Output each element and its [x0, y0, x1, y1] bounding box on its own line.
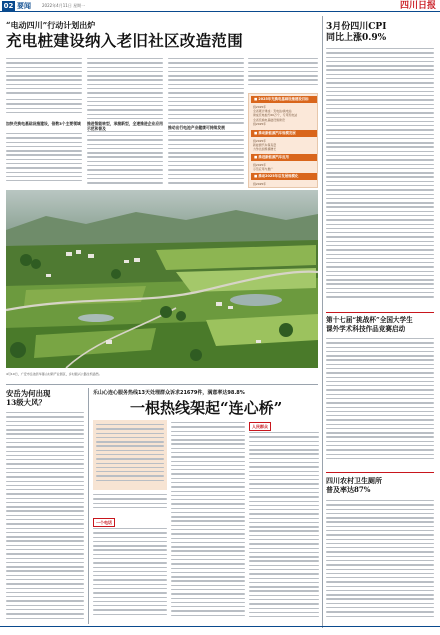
section-rule	[326, 312, 434, 313]
tag-people: 人民群众	[249, 422, 271, 431]
tag-one-call: 一个电话	[93, 518, 115, 527]
sidebar-heading-2: ■ 推动新能源汽车规模发展	[251, 130, 317, 137]
toilet-headline: 四川农村卫生厕所 普及率达87%	[326, 476, 382, 494]
column-divider	[322, 16, 323, 628]
sidebar-heading-3: ■ 推进新能源汽车应用	[251, 154, 317, 161]
anyue-headline: 安岳为何出现 13级大风？	[6, 389, 51, 408]
photo-caption: 4月10日，广安市岳池县华蓥山村新产业园区，乡村振兴公路生机盎然。	[6, 372, 102, 376]
targets-sidebar	[248, 93, 318, 188]
lead-subhead-2: 推进智能转型，承接新型，全速推进企业应用示范和普及	[87, 121, 163, 131]
page-header	[0, 0, 440, 12]
newspaper-logo: 四川日报	[399, 1, 436, 11]
lead-headline: 充电桩建设纳入老旧社区改造范围	[6, 31, 244, 50]
lead-body-col3	[168, 58, 244, 188]
cpi-headline: 3月份四川CPI 同比上涨0.9%	[326, 22, 387, 43]
hotline-body-col1	[93, 494, 167, 514]
hotline-body-col2	[171, 422, 245, 624]
village-aerial-photo	[6, 190, 318, 368]
divider	[6, 384, 318, 385]
section-name: 要闻	[17, 2, 31, 10]
lead-intro-text	[6, 58, 82, 98]
hotline-body-col3	[249, 432, 319, 624]
lead-subhead-3: 推动出行电池产业健康可持续发展	[168, 125, 244, 130]
sidebar-heading-4: ■ 推动2025年后发展规模化	[251, 173, 317, 180]
sidebar-text-2: 到2025年 新能源汽车保有量 力争达到规模增长	[253, 139, 277, 152]
page-footer	[0, 626, 440, 635]
sidebar-text-4: 到2025年	[253, 182, 267, 186]
sidebar-heading-1: ■ 2025年充换电基础设施建设目标	[251, 96, 317, 103]
sidebar-text-1: 到2025年 全省累计建成：充电站/换电站 建成充电桩约20万个，专用充电站 全省充换电基础设施建设 到2025年	[253, 105, 298, 126]
sidebar-text-3: 到2025年 示范应用与推广	[253, 163, 274, 172]
anyue-body	[6, 412, 84, 624]
lead-body-col1	[6, 133, 82, 188]
lead-body-col4	[248, 58, 318, 90]
section-rule-2	[326, 472, 434, 473]
cpi-body	[326, 48, 434, 306]
issue-date: 2022年4月11日 星期一	[42, 3, 86, 8]
aerial-photo-image	[6, 190, 318, 368]
lead-intro-text-2	[6, 99, 82, 117]
page-number: 02	[3, 2, 14, 10]
toilet-body	[326, 500, 434, 622]
lead-subhead-1: 加快充换电基础设施建设，倍数3个主要领域	[6, 121, 81, 126]
hotline-quote-text	[96, 424, 164, 486]
hotline-kicker: 乐山心连心服务热线13天处理群众诉求21679件，满意率达98.8%	[93, 390, 245, 396]
lead-kicker: “电动四川”行动计划出炉	[6, 20, 96, 30]
hotline-headline: 一根热线架起“连心桥”	[130, 399, 283, 417]
hotline-body-col1b	[93, 528, 167, 624]
vertical-rule	[88, 388, 89, 624]
challenge-cup-body	[326, 338, 434, 466]
challenge-cup-headline: 第十七届“挑战杯”全国大学生 课外学术科技作品竞赛启动	[326, 316, 413, 333]
